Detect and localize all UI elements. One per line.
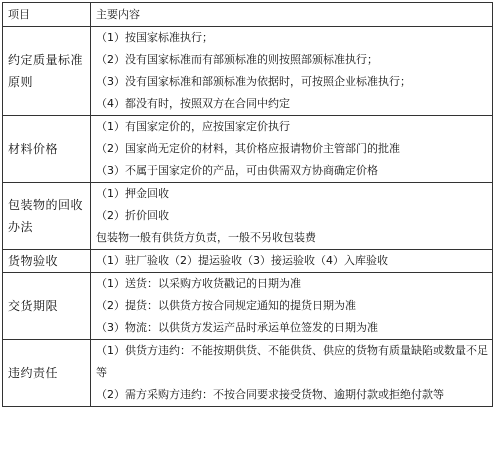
row-content-price <box>91 116 493 183</box>
row-content-delivery <box>91 273 493 340</box>
list-item: （1）供货方违约：不能按期供货、不能供货、供应的货物有质量缺陷或数量不足等 <box>96 344 488 379</box>
row-key-price: 材料价格 <box>3 116 91 183</box>
list-item: 包装物一般有供货方负责，一般不另收包装费 <box>96 231 316 244</box>
list-item: （4）都没有时，按照双方在合同中约定 <box>96 97 290 110</box>
list-item: （2）需方采购方违约：不按合同要求接受货物、逾期付款或拒绝付款等 <box>96 388 444 401</box>
row-content-inspection <box>91 250 493 273</box>
list-item: （2）折价回收 <box>96 209 169 222</box>
list-item: （2）国家尚无定价的材料，其价格应报请物价主管部门的批准 <box>96 142 400 155</box>
content-table <box>2 2 493 407</box>
list-item: （3）不属于国家定价的产品，可由供需双方协商确定价格 <box>96 164 378 177</box>
list-item: （2）提货：以供货方按合同规定通知的提货日期为准 <box>96 299 356 312</box>
row-key-inspection: 货物验收 <box>3 250 91 273</box>
row-key-packaging: 包装物的回收办法 <box>3 183 91 250</box>
list-item: （3）物流：以供货方发运产品时承运单位签发的日期为准 <box>96 321 378 334</box>
list-item: （2）没有国家标准而有部颁标准的则按照部颁标准执行； <box>96 53 378 66</box>
list-item: （3）没有国家标准和部颁标准为依据时，可按照企业标准执行； <box>96 75 411 88</box>
row-content-liability <box>91 340 493 407</box>
table-row <box>3 273 493 340</box>
list-item: （1）押金回收 <box>96 187 169 200</box>
table-header-row <box>3 3 493 27</box>
row-key-delivery: 交货期限 <box>3 273 91 340</box>
table-row <box>3 340 493 407</box>
table-row <box>3 27 493 116</box>
row-content-packaging <box>91 183 493 250</box>
list-item: （1）送货：以采购方收货戳记的日期为准 <box>96 277 301 290</box>
table-row <box>3 183 493 250</box>
list-item: （1）按国家标准执行； <box>96 31 213 44</box>
row-key-quality: 约定质量标准原则 <box>3 27 91 116</box>
header-item: 项目 <box>3 3 91 27</box>
list-item: （1）驻厂验收（2）提运验收（3）接运验收（4）入库验收 <box>96 254 388 267</box>
list-item: （1）有国家定价的，应按国家定价执行 <box>96 120 290 133</box>
row-content-quality <box>91 27 493 116</box>
table-row <box>3 116 493 183</box>
table-row <box>3 250 493 273</box>
header-content: 主要内容 <box>91 3 493 27</box>
row-key-liability: 违约责任 <box>3 340 91 407</box>
